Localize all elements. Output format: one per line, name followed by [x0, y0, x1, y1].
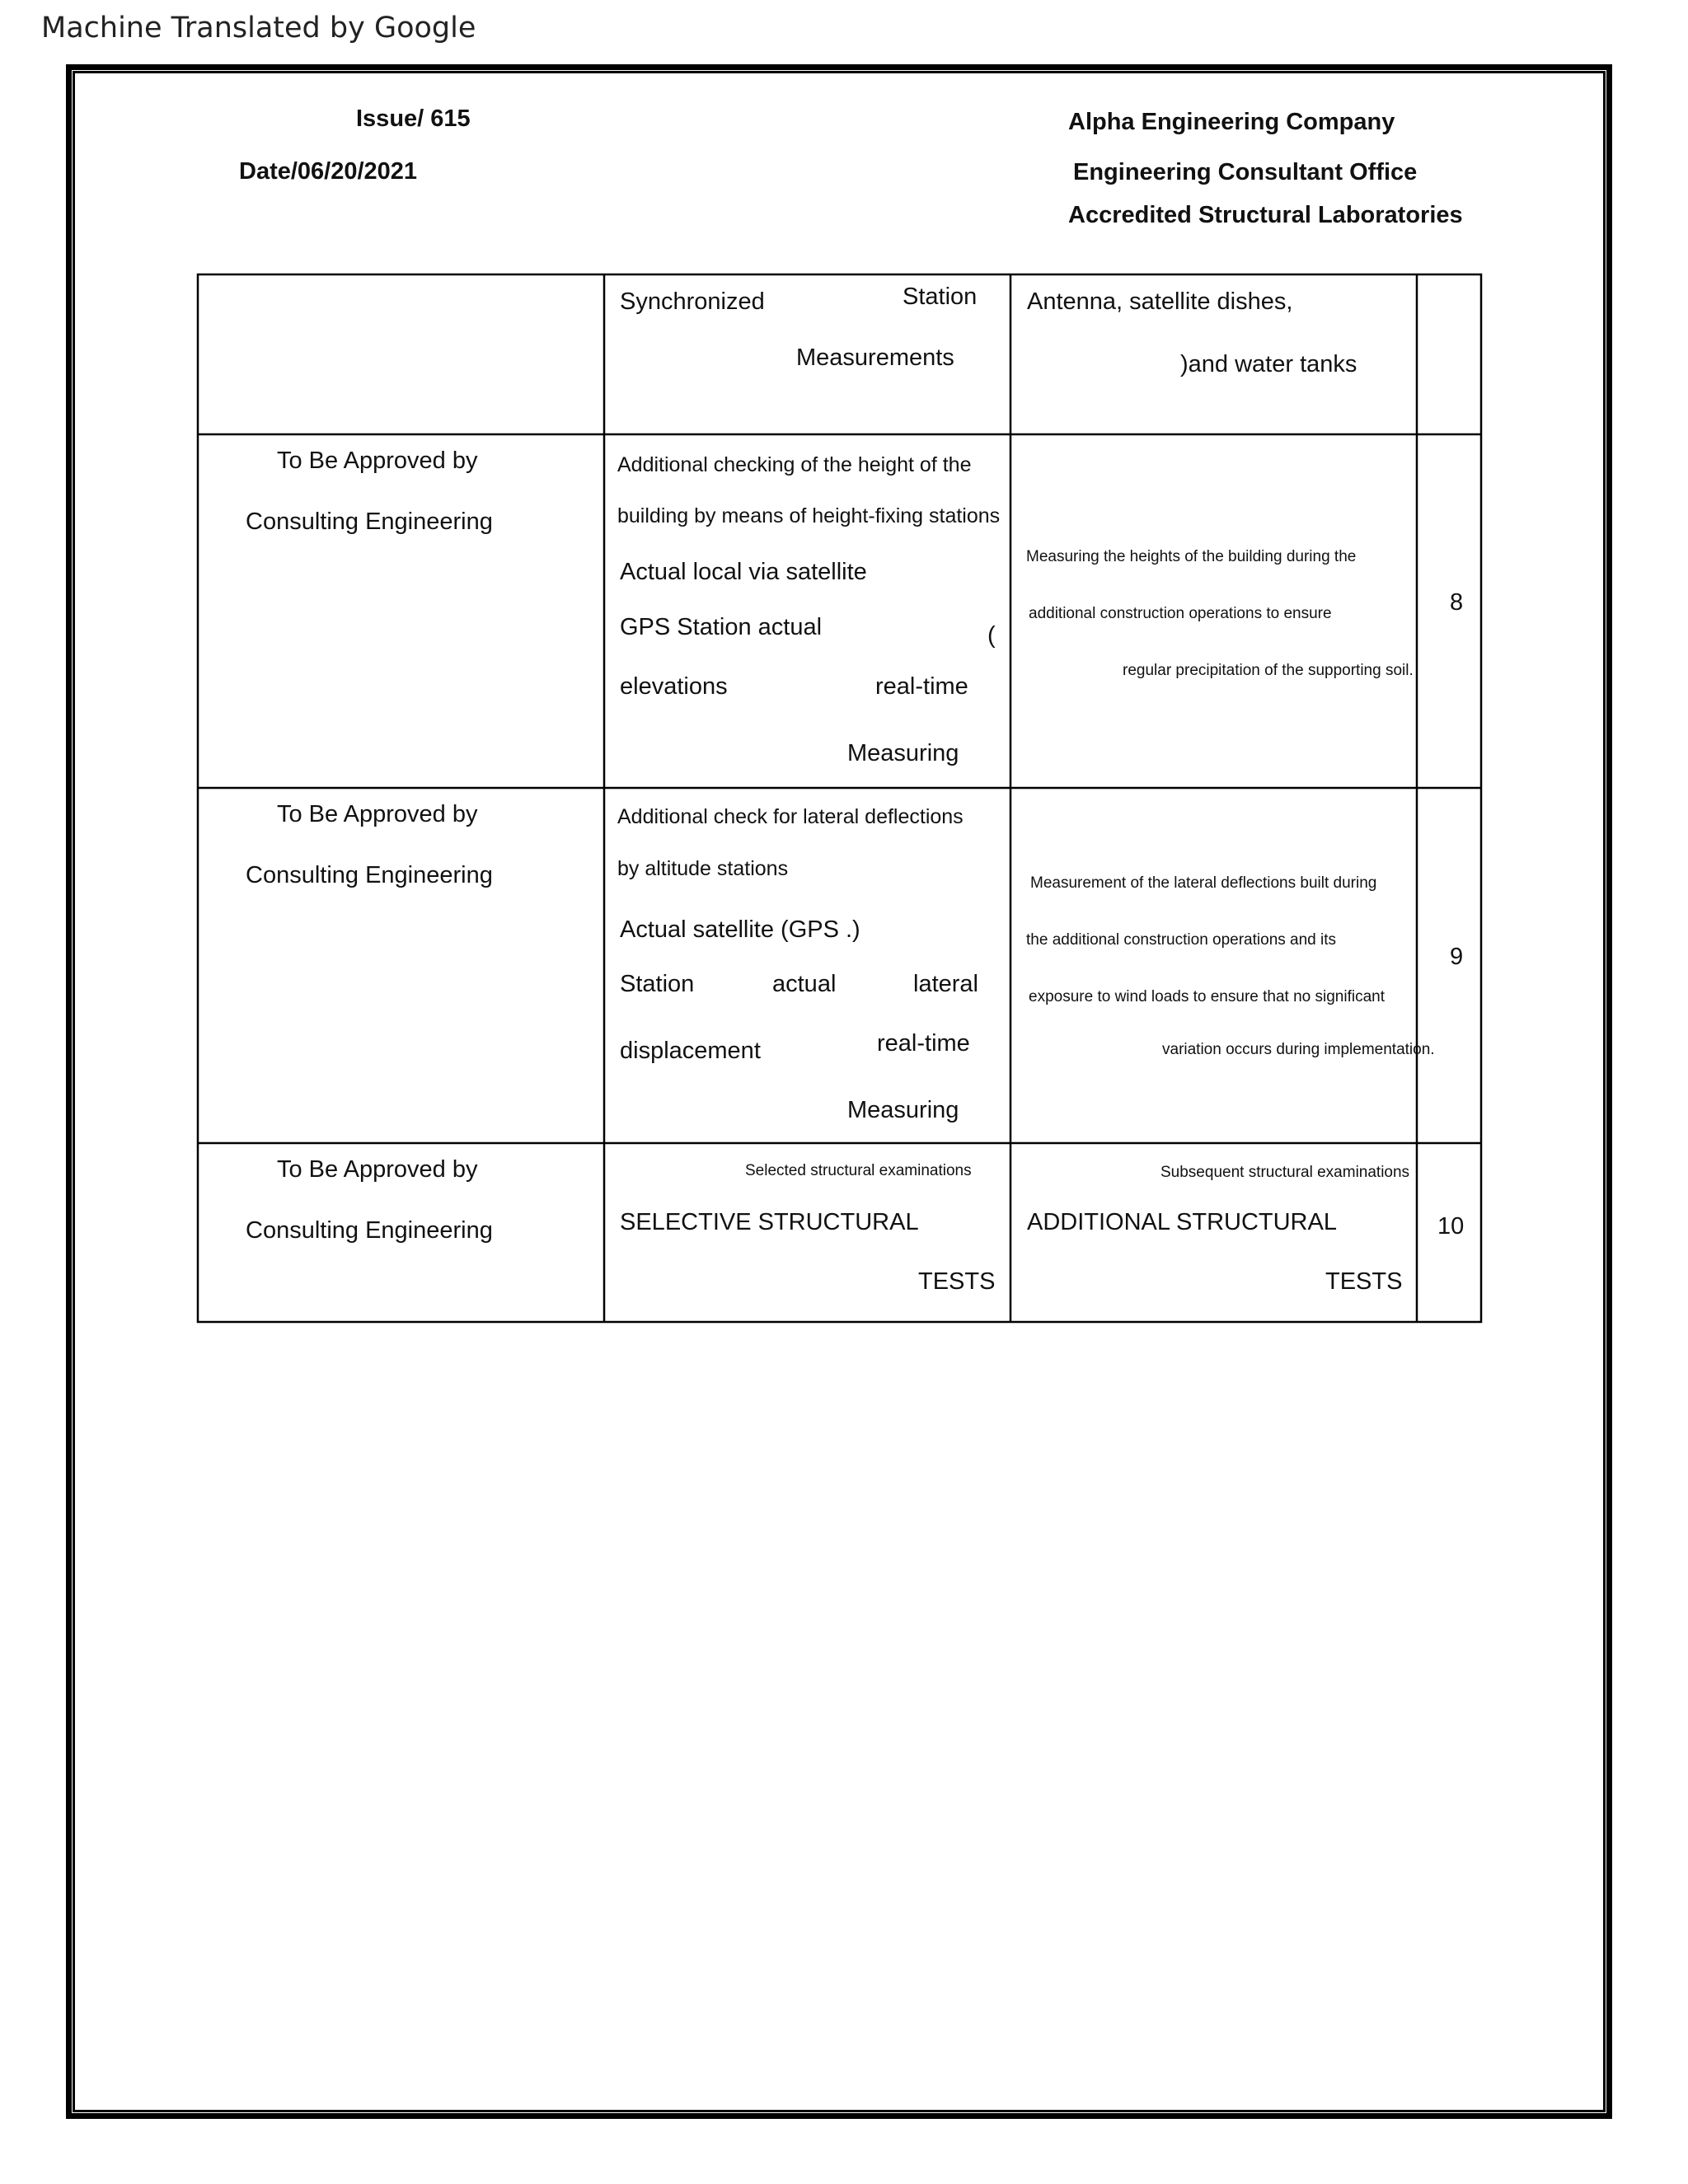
method-text: (: [987, 622, 996, 649]
description-text: Antenna, satellite dishes,: [1027, 288, 1293, 315]
method-text: real-time: [875, 673, 968, 700]
machine-translation-banner: Machine Translated by Google: [41, 12, 476, 45]
method-text: Measuring: [847, 740, 959, 766]
row-number: 9: [1450, 944, 1464, 970]
method-text: TESTS: [918, 1268, 996, 1295]
office-name: Engineering Consultant Office: [1073, 159, 1418, 185]
row-number: 8: [1450, 589, 1464, 616]
description-text: )and water tanks: [1180, 351, 1357, 377]
method-text: lateral: [913, 971, 978, 997]
method-text: Station: [903, 284, 978, 310]
description-text: the additional construction operations and its: [1026, 931, 1337, 949]
description-text: variation occurs during implementation.: [1162, 1041, 1435, 1058]
approval-text: To Be Approved by: [277, 1156, 478, 1183]
method-text: Measuring: [847, 1097, 959, 1123]
method-text: elevations: [620, 673, 728, 700]
approval-text: Consulting Engineering: [246, 862, 493, 888]
method-text: Station: [620, 971, 695, 997]
method-text: displacement: [620, 1038, 761, 1064]
approval-text: To Be Approved by: [277, 801, 478, 827]
description-text: additional construction operations to ensure: [1029, 605, 1332, 622]
method-text: building by means of height-fixing stations: [617, 504, 1001, 527]
description-text: Subsequent structural examinations: [1160, 1164, 1410, 1181]
method-text: real-time: [877, 1030, 970, 1057]
method-text: actual: [772, 971, 837, 997]
description-text: exposure to wind loads to ensure that no significant: [1029, 988, 1385, 1005]
method-text: Additional check for lateral deflections: [617, 805, 964, 828]
method-text: Selected structural examinations: [745, 1162, 972, 1179]
approval-text: Consulting Engineering: [246, 509, 493, 535]
approval-text: To Be Approved by: [277, 448, 478, 474]
method-text: Actual satellite (GPS .): [620, 916, 860, 943]
method-text: SELECTIVE STRUCTURAL: [620, 1209, 919, 1235]
description-text: Measurement of the lateral deflections built during: [1030, 874, 1377, 892]
document-date: Date/06/20/2021: [239, 158, 418, 185]
description-text: TESTS: [1325, 1268, 1403, 1295]
method-text: GPS Station actual: [620, 614, 823, 640]
method-text: Actual local via satellite: [620, 559, 867, 585]
method-text: by altitude stations: [617, 857, 789, 880]
description-text: ADDITIONAL STRUCTURAL: [1027, 1209, 1337, 1235]
row-number: 10: [1437, 1213, 1465, 1240]
description-text: Measuring the heights of the building during the: [1026, 548, 1357, 565]
issue-number: Issue/ 615: [356, 105, 471, 132]
method-text: Measurements: [796, 344, 954, 371]
company-name: Alpha Engineering Company: [1068, 109, 1395, 135]
description-text: regular precipitation of the supporting soil.: [1123, 662, 1414, 679]
approval-text: Consulting Engineering: [246, 1217, 493, 1244]
method-text: Synchronized: [620, 288, 765, 315]
method-text: Additional checking of the height of the: [617, 453, 972, 476]
labs-name: Accredited Structural Laboratories: [1068, 202, 1463, 228]
